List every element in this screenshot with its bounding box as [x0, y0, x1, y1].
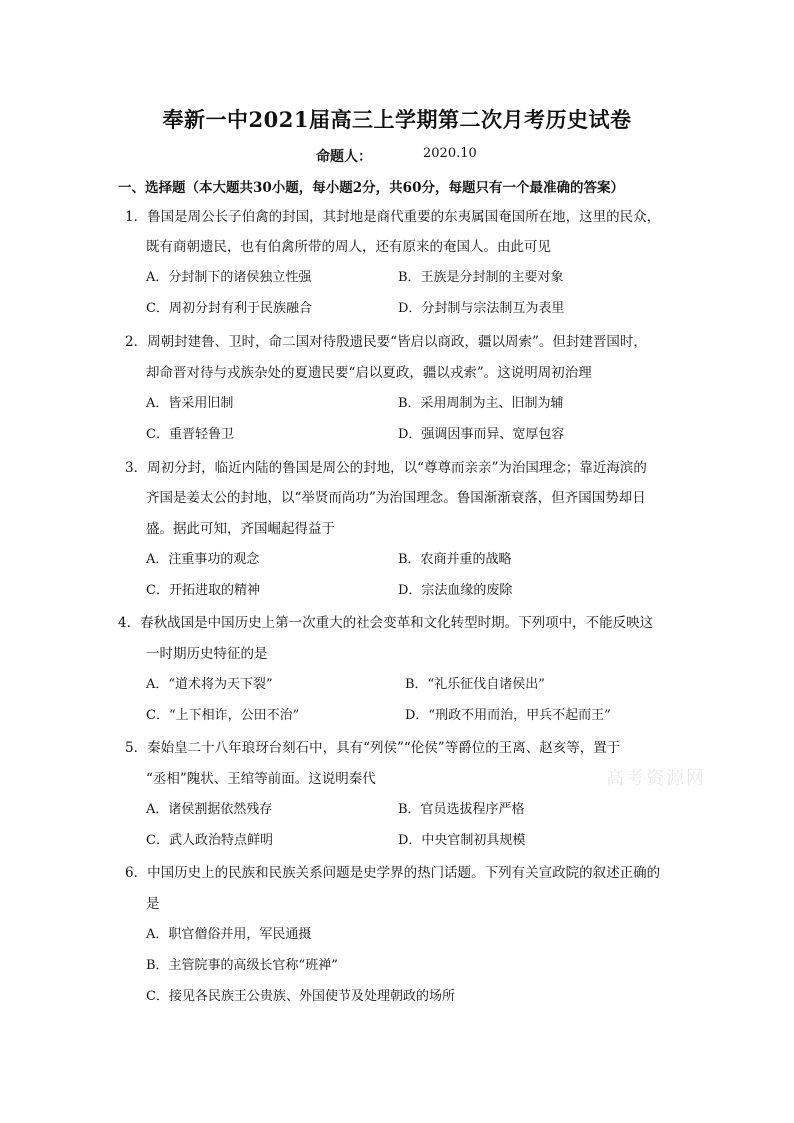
q5-stem-line-2: “丞相”隗状、王绾等前面。这说明秦代 — [146, 771, 376, 787]
q3-option-a: A．注重事功的观念 — [146, 552, 260, 567]
q4-stem-line-1: 4．春秋战国是中国历史上第一次重大的社会变革和文化转型时期。下列项中，不能反映这 — [118, 615, 654, 631]
q6-stem-line-1: 6．中国历史上的民族和民族关系问题是史学界的热门话题。下列有关宣政院的叙述正确的 — [125, 865, 661, 881]
exam-date: 2020.10 — [423, 146, 477, 161]
q6-option-a: A．职官僧俗并用，军民通摄 — [146, 927, 312, 942]
q3-stem-line-1: 3．周初分封，临近内陆的鲁国是周公的封地，以“尊尊而亲亲”为治国理念；靠近海滨的 — [125, 460, 647, 476]
q3-stem-line-3: 盛。据此可知，齐国崛起得益于 — [146, 521, 335, 537]
q4-option-b: B．“礼乐征伐自诸侯出” — [405, 677, 545, 692]
q3-stem-line-2: 齐国是姜太公的封地，以“举贤而尚功”为治国理念。鲁国渐渐衰落，但齐国国势却日 — [146, 490, 646, 506]
q3-option-d: D．宗法血缘的废除 — [398, 583, 513, 598]
q2-stem-line-2: 却命晋对待与戎族杂处的夏遗民要“启以夏政，疆以戎索”。这说明周初治理 — [146, 365, 592, 381]
q5-option-b: B．官员选拔程序严格 — [398, 802, 525, 817]
q2-option-b: B．采用周制为主、旧制为辅 — [398, 396, 564, 411]
q1-option-c: C．周初分封有利于民族融合 — [146, 301, 312, 316]
q4-option-d: D．“刑政不用而治，甲兵不起而王” — [405, 708, 611, 723]
q2-option-d: D．强调因事而异、宽厚包容 — [398, 427, 565, 442]
q6-option-c: C．接见各民族王公贵族、外国使节及处理朝政的场所 — [146, 989, 455, 1004]
section-heading: 一、选择题（本大题共30小题，每小题2分，共60分，每题只有一个最准确的答案） — [118, 180, 624, 196]
q3-option-b: B．农商并重的战略 — [398, 552, 512, 567]
q4-option-c: C．“上下相诈，公田不治” — [146, 708, 300, 723]
q2-stem-line-1: 2．周朝封建鲁、卫时，命二国对待殷遗民要“皆启以商政，疆以周索”。但封建晋国时， — [125, 334, 647, 350]
q5-option-a: A．诸侯割据依然残存 — [146, 802, 273, 817]
q3-option-c: C．开拓进取的精神 — [146, 583, 260, 598]
q6-stem-line-2: 是 — [146, 896, 160, 912]
watermark: 高考资源网 — [606, 768, 706, 789]
q1-stem-line-2: 既有商朝遗民，也有伯禽所带的周人，还有原来的奄国人。由此可见 — [146, 239, 551, 255]
q2-option-c: C．重晋轻鲁卫 — [146, 427, 234, 442]
q5-option-c: C．武人政治特点鲜明 — [146, 833, 273, 848]
q1-option-a: A．分封制下的诸侯独立性强 — [146, 270, 312, 285]
q1-option-b: B．王族是分封制的主要对象 — [398, 270, 564, 285]
q4-option-a: A．“道术将为天下裂” — [146, 677, 273, 692]
page-title: 奉新一中2021届高三上学期第二次月考历史试卷 — [162, 107, 632, 132]
q2-option-a: A．皆采用旧制 — [146, 396, 234, 411]
q4-stem-line-2: 一时期历史特征的是 — [146, 646, 268, 662]
question-setter-label: 命题人： — [316, 149, 372, 165]
q6-option-b: B．主管院事的高级长官称“班禅” — [146, 958, 338, 973]
q1-stem-line-1: 1．鲁国是周公长子伯禽的封国，其封地是商代重要的东夷属国奄国所在地，这里的民众， — [125, 209, 661, 225]
q5-stem-line-1: 5．秦始皇二十八年琅玡台刻石中，具有“列侯”“伦侯”等爵位的王离、赵亥等，置于 — [125, 740, 621, 756]
q1-option-d: D．分封制与宗法制互为表里 — [398, 301, 565, 316]
q5-option-d: D．中央官制初具规模 — [398, 833, 526, 848]
